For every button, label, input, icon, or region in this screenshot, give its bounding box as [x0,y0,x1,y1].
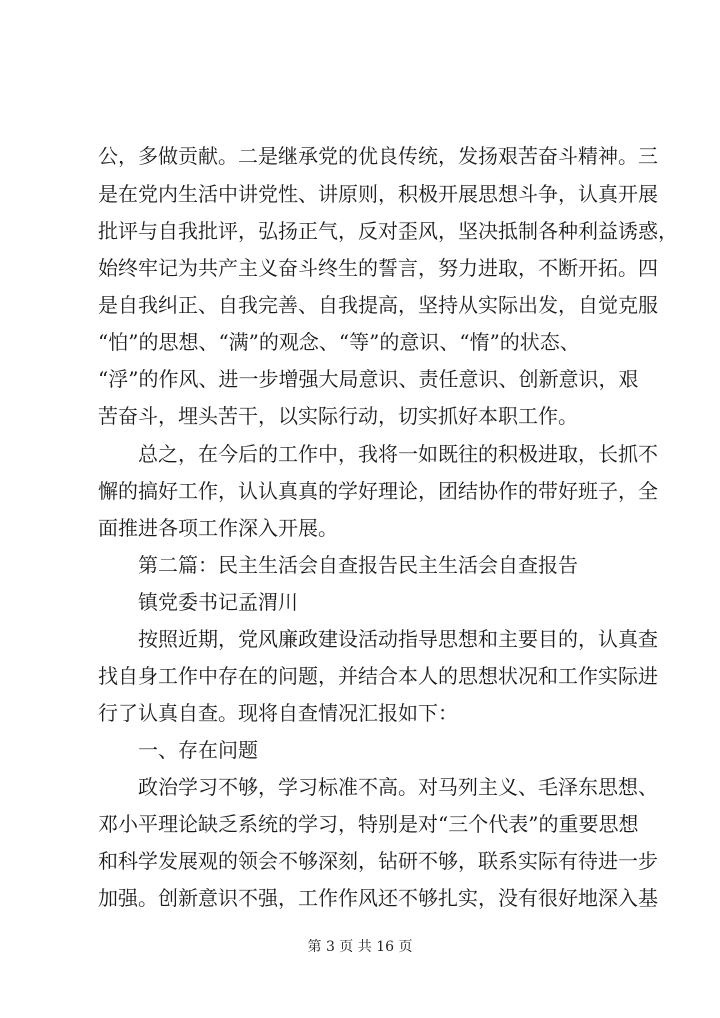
paragraph-1-line-4: 始终牢记为共产主义奋斗终生的誓言，努力进取，不断开拓。四 [98,256,658,280]
paragraph-1-line-5: 是自我纠正、自我完善、自我提高，坚持从实际出发，自觉克服 [98,293,658,317]
paragraph-3-line-2: 找自身工作中存在的问题，并结合本人的思想状况和工作实际进 [98,664,658,688]
paragraph-1-line-7: “浮”的作风、进一步增强大局意识、责任意识、创新意识，艰 [98,367,639,391]
paragraph-1-line-2: 是在党内生活中讲党性、讲原则，积极开展思想斗争，认真开展 [98,182,658,206]
paragraph-1-line-3: 批评与自我批评，弘扬正气，反对歪风，坚决抵制各种利益诱惑， [98,219,678,243]
paragraph-1-line-1: 公，多做贡献。二是继承党的优良传统，发扬艰苦奋斗精神。三 [98,144,658,168]
author-line: 镇党委书记孟渭川 [138,590,298,614]
page-footer [0,938,720,956]
paragraph-2-line-2: 懈的搞好工作，认认真真的学好理论，团结协作的带好班子，全 [98,479,658,503]
paragraph-3-line-3: 行了认真自查。现将自查情况汇报如下： [98,701,458,725]
paragraph-1-line-6: “怕”的思想、“满”的观念、“等”的意识、“惰”的状态、 [98,330,580,354]
paragraph-2-line-1: 总之，在今后的工作中，我将一如既往的积极进取，长抓不 [138,442,658,466]
chapter-title: 第二篇：民主生活会自查报告民主生活会自查报告 [138,553,578,577]
paragraph-4-line-1: 政治学习不够，学习标准不高。对马列主义、毛泽东思想、 [138,775,658,799]
total-pages: 共 16 页 [357,939,413,955]
page-number: 第 3 页 [307,939,354,955]
paragraph-4-line-4: 加强。创新意识不强，工作作风还不够扎实，没有很好地深入基 [98,886,658,910]
paragraph-3-line-1: 按照近期，党风廉政建设活动指导思想和主要目的，认真查 [138,627,658,651]
paragraph-4-line-2: 邓小平理论缺乏系统的学习，特别是对“三个代表”的重要思想 [98,812,639,836]
paragraph-4-line-3: 和科学发展观的领会不够深刻，钻研不够，联系实际有待进一步 [98,849,658,873]
section-heading: 一、存在问题 [138,738,258,762]
paragraph-1-line-8: 苦奋斗，埋头苦干，以实际行动，切实抓好本职工作。 [98,404,578,428]
paragraph-2-line-3: 面推进各项工作深入开展。 [98,516,338,540]
